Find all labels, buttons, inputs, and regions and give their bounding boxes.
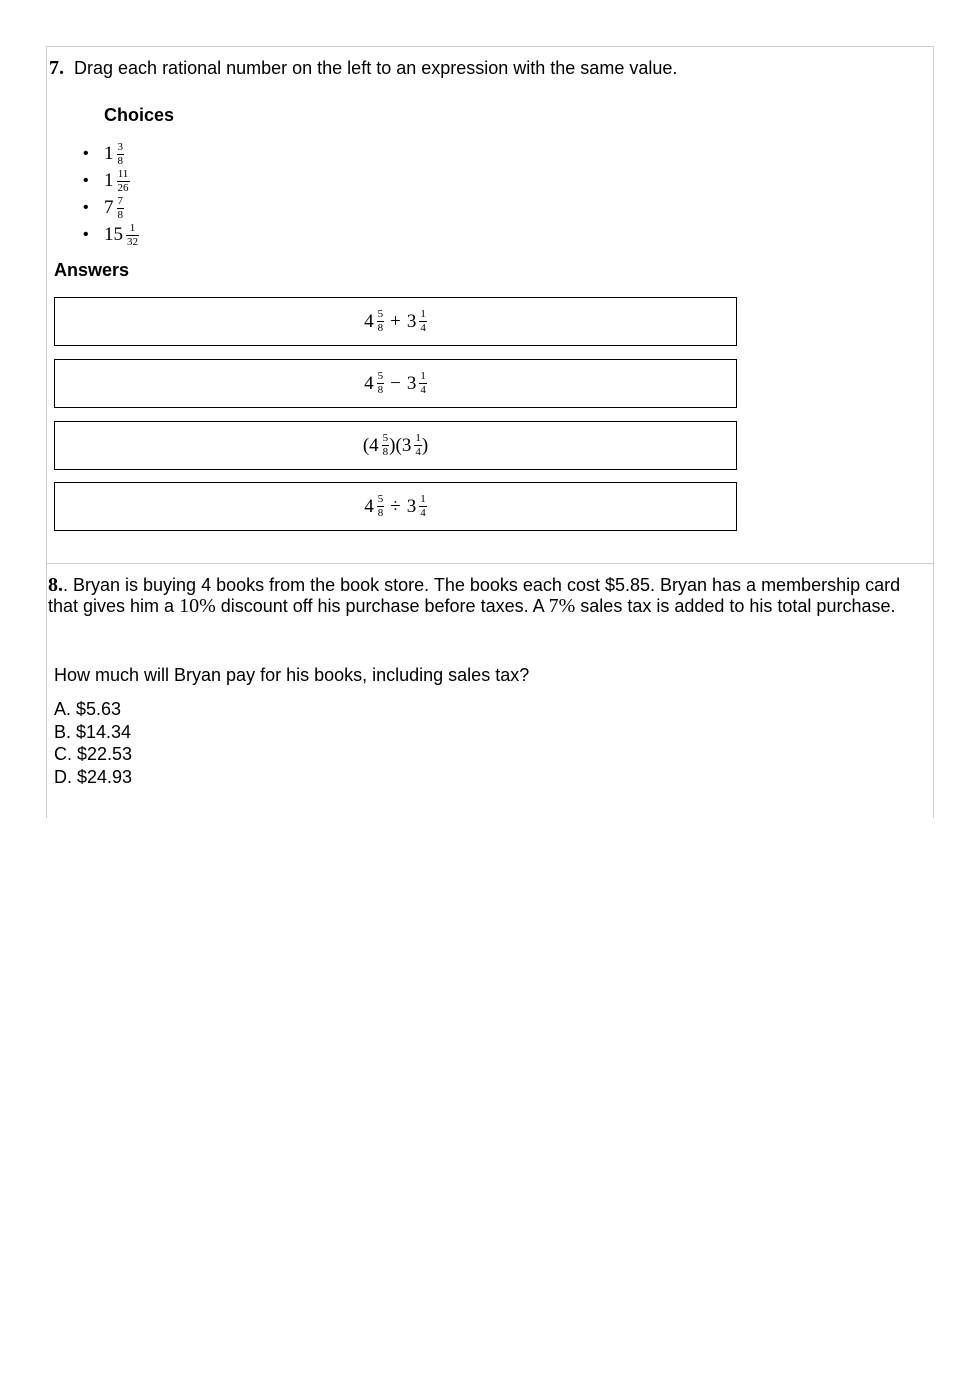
answer-dropzone-quotient[interactable] [54, 482, 737, 531]
operand-whole: 4 [364, 372, 374, 394]
choice-item[interactable] [83, 140, 139, 167]
stem-text: . Bryan is buying 4 books from the book store. The books each cost $5.85. Bryan has a membership card that gives him a [48, 575, 901, 616]
operator-divide: ÷ [390, 495, 401, 517]
bullet-icon: • [83, 172, 89, 189]
choice-item[interactable] [83, 194, 139, 221]
operator-plus: + [390, 310, 401, 332]
answer-dropzone-product[interactable] [54, 421, 737, 470]
choice-whole: 7 [104, 197, 114, 218]
option-a[interactable]: A. $5.63 [54, 699, 122, 719]
operand-whole: 4 [369, 434, 379, 456]
operand-whole: 4 [364, 495, 374, 517]
operand-fraction: $\frac{1}{4}$ [415, 432, 421, 458]
choice-fraction: $\frac{3}{8}$ [117, 141, 123, 168]
bullet-icon: • [83, 145, 89, 162]
option-d[interactable]: D. $24.93 [54, 766, 133, 787]
paren-close: ) [389, 434, 396, 456]
operand-whole: 4 [364, 310, 374, 332]
question-number: 8. [48, 574, 63, 596]
question-7 [46, 46, 934, 564]
option-c[interactable]: C. $22.53 [54, 744, 133, 764]
question-number: 7. [49, 57, 64, 79]
operand-fraction: $\frac{1}{4}$ [420, 308, 426, 334]
question-8-stem [48, 575, 908, 617]
choice-whole: 15 [104, 224, 123, 245]
stem-text: discount off his purchase before taxes. A [215, 596, 549, 616]
paren-open: ( [362, 434, 370, 456]
question-8-prompt: How much will Bryan pay for his books, including sales tax? [54, 665, 530, 685]
operator-minus: − [390, 372, 401, 394]
choice-whole: 1 [104, 143, 114, 164]
answer-options [54, 698, 132, 788]
answer-dropzone-difference[interactable] [54, 359, 737, 408]
paren-open: ( [395, 434, 402, 456]
choice-item[interactable] [83, 221, 139, 248]
choices-heading: Choices [104, 105, 175, 125]
option-b[interactable]: B. $14.34 [54, 721, 132, 742]
bullet-icon: • [83, 226, 89, 243]
operand-whole: 3 [406, 372, 417, 394]
percent-discount: 10% [179, 595, 216, 617]
choice-fraction: $\frac{11}{26}$ [117, 168, 129, 195]
bullet-icon: • [83, 199, 89, 216]
question-7-prompt [49, 58, 677, 79]
choice-fraction: $\frac{1}{32}$ [127, 222, 138, 249]
operand-whole: 3 [406, 495, 417, 517]
choice-whole: 1 [104, 170, 114, 191]
answers-heading: Answers [54, 260, 130, 280]
choice-item[interactable] [83, 167, 139, 194]
percent-tax: 7% [548, 595, 576, 617]
operand-fraction: $\frac{1}{4}$ [420, 493, 426, 519]
choices-list [83, 140, 139, 248]
operand-fraction: $\frac{5}{8}$ [382, 432, 389, 458]
stem-text: sales tax is added to his total purchase. [575, 596, 896, 616]
operand-fraction: $\frac{5}{8}$ [377, 308, 384, 334]
operand-fraction: $\frac{1}{4}$ [420, 370, 426, 396]
question-8 [46, 563, 934, 818]
operand-fraction: $\frac{5}{8}$ [377, 493, 384, 519]
choice-fraction: $\frac{7}{8}$ [117, 195, 123, 222]
operand-fraction: $\frac{5}{8}$ [377, 370, 384, 396]
operand-whole: 3 [401, 434, 412, 456]
prompt-text: Drag each rational number on the left to an expression with the same value. [74, 58, 678, 78]
paren-close: ) [421, 434, 429, 456]
answer-dropzone-sum[interactable] [54, 297, 737, 346]
operand-whole: 3 [406, 310, 417, 332]
